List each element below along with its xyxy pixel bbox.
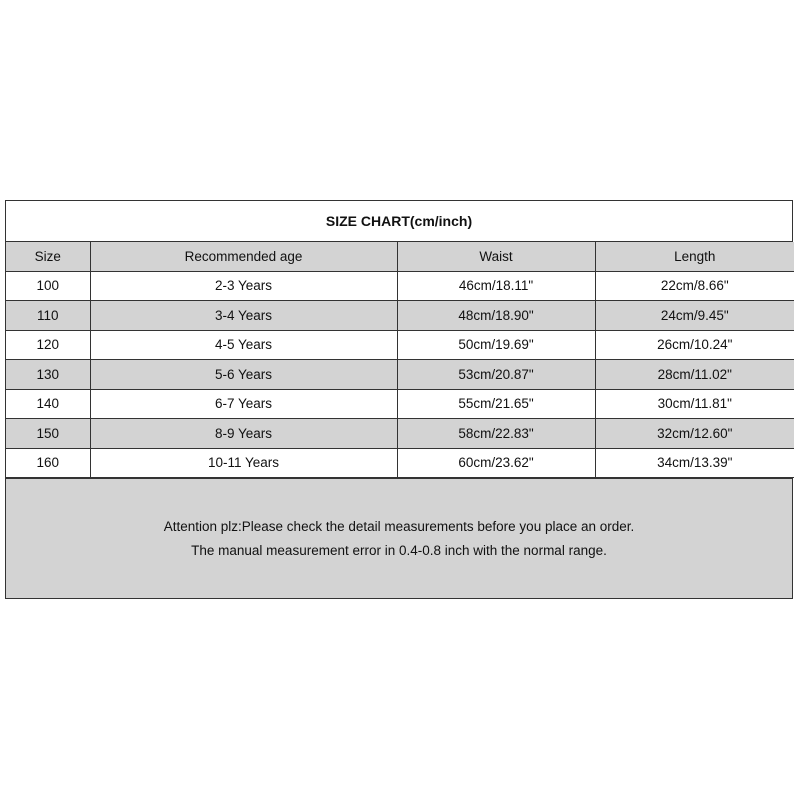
cell-size: 130 xyxy=(6,360,90,390)
cell-age: 2-3 Years xyxy=(90,271,397,301)
cell-length: 30cm/11.81" xyxy=(595,389,794,419)
cell-age: 3-4 Years xyxy=(90,301,397,331)
cell-size: 120 xyxy=(6,330,90,360)
cell-age: 10-11 Years xyxy=(90,448,397,478)
header-size: Size xyxy=(6,242,90,271)
cell-length: 28cm/11.02" xyxy=(595,360,794,390)
table-row xyxy=(6,419,794,449)
table-row xyxy=(6,389,794,419)
note-line-1: Attention plz:Please check the detail measurements before you place an order. xyxy=(163,518,635,534)
table-row xyxy=(6,271,794,301)
cell-length: 34cm/13.39" xyxy=(595,448,794,478)
cell-waist: 60cm/23.62" xyxy=(397,448,595,478)
cell-size: 160 xyxy=(6,448,90,478)
header-waist: Waist xyxy=(397,242,595,271)
cell-length: 22cm/8.66" xyxy=(595,271,794,301)
cell-length: 26cm/10.24" xyxy=(595,330,794,360)
cell-waist: 58cm/22.83" xyxy=(397,419,595,449)
header-row xyxy=(6,242,794,271)
attention-note xyxy=(6,478,792,598)
cell-waist: 48cm/18.90" xyxy=(397,301,595,331)
cell-age: 6-7 Years xyxy=(90,389,397,419)
cell-length: 24cm/9.45" xyxy=(595,301,794,331)
cell-size: 140 xyxy=(6,389,90,419)
chart-title: SIZE CHART(cm/inch) xyxy=(6,201,792,242)
table-row xyxy=(6,360,794,390)
table-row xyxy=(6,301,794,331)
cell-size: 100 xyxy=(6,271,90,301)
cell-waist: 55cm/21.65" xyxy=(397,389,595,419)
table-row xyxy=(6,448,794,478)
cell-age: 8-9 Years xyxy=(90,419,397,449)
cell-size: 110 xyxy=(6,301,90,331)
cell-age: 4-5 Years xyxy=(90,330,397,360)
size-chart xyxy=(5,200,793,599)
cell-size: 150 xyxy=(6,419,90,449)
cell-waist: 46cm/18.11" xyxy=(397,271,595,301)
header-age: Recommended age xyxy=(90,242,397,271)
cell-waist: 50cm/19.69" xyxy=(397,330,595,360)
header-length: Length xyxy=(595,242,794,271)
cell-age: 5-6 Years xyxy=(90,360,397,390)
note-line-2: The manual measurement error in 0.4-0.8 inch with the normal range. xyxy=(191,542,607,558)
cell-waist: 53cm/20.87" xyxy=(397,360,595,390)
size-table xyxy=(6,242,794,478)
table-row xyxy=(6,330,794,360)
cell-length: 32cm/12.60" xyxy=(595,419,794,449)
